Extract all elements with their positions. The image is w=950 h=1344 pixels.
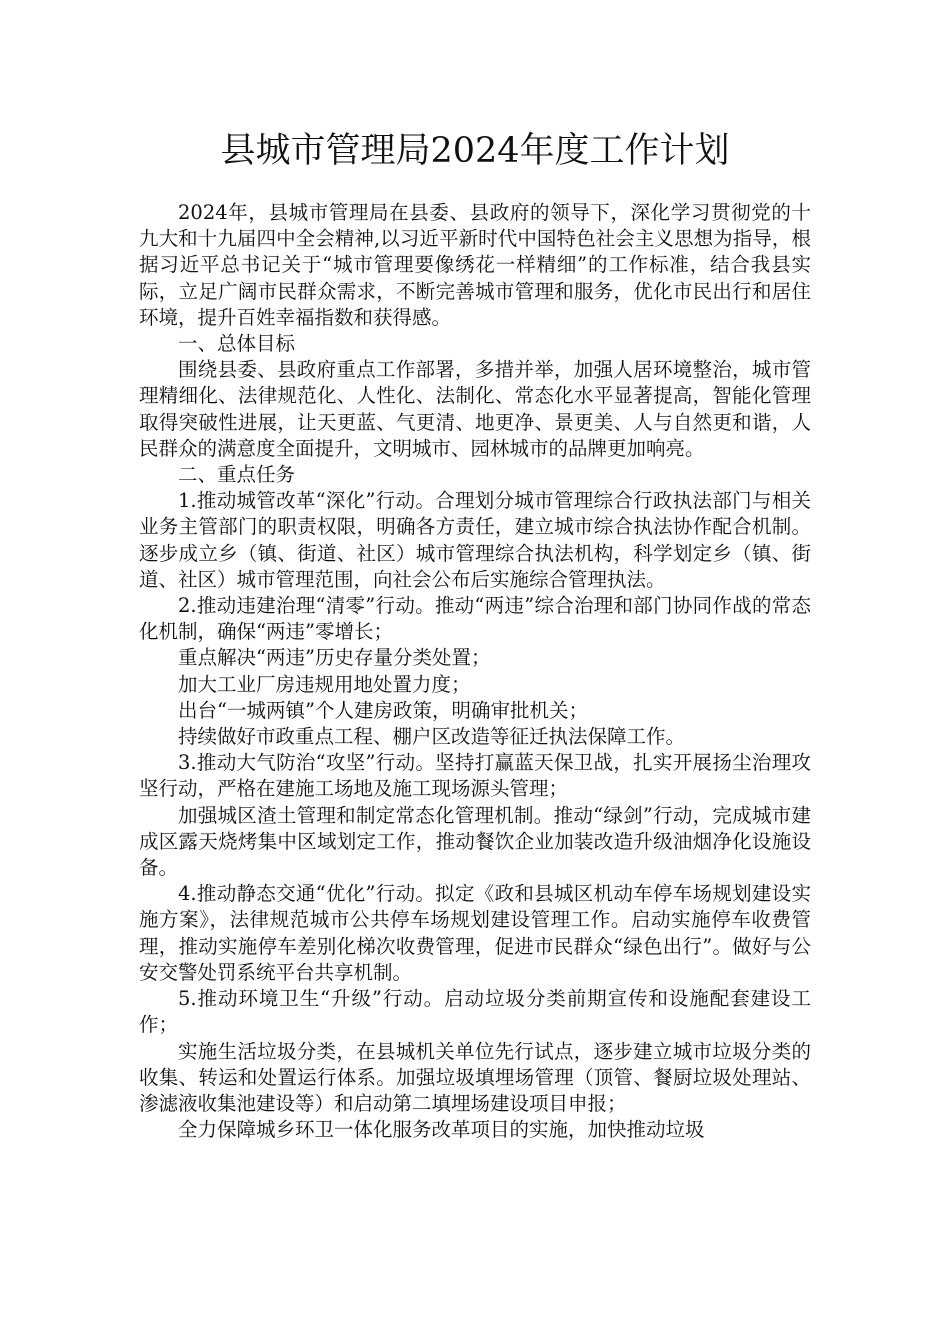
section-heading-overall-goal: 一、总体目标 [178, 332, 296, 356]
task-3-item: 加强城区渣土管理和制定常态化管理机制。推动“绿剑”行动，完成城市建成区露天烧烤集中区域划定工作，推动餐饮企业加装改造升级油烟净化设施设备。 [139, 803, 811, 880]
section-heading-key-tasks: 二、重点任务 [178, 463, 296, 487]
task-2-item: 持续做好市政重点工程、棚户区改造等征迁执法保障工作。 [178, 725, 686, 749]
task-5-item: 全力保障城乡环卫一体化服务改革项目的实施，加快推动垃圾 [178, 1118, 705, 1142]
task-3-paragraph: 3.推动大气防治“攻坚”行动。坚持打赢蓝天保卫战，扎实开展扬尘治理攻坚行动，严格在建施工场地及施工现场源头管理； [139, 751, 811, 801]
task-2-item: 出台“一城两镇”个人建房政策，明确审批机关； [178, 698, 588, 722]
overall-goal-paragraph: 围绕县委、县政府重点工作部署，多措并举，加强人居环境整治，城市管理精细化、法律规范化、人性化、法制化、常态化水平显著提高，智能化管理取得突破性进展，让天更蓝、气更清、地更净、景更美、人与自然更和谐，人民群众的满意度全面提升，文明城市、园林城市的品牌更加响亮。 [139, 358, 811, 460]
task-5-item: 实施生活垃圾分类，在县城机关单位先行试点，逐步建立城市垃圾分类的收集、转运和处置运行体系。加强垃圾填埋场管理（顶管、餐厨垃圾处理站、渗滤液收集池建设等）和启动第二填埋场建设项目申报； [139, 1039, 811, 1115]
task-1-paragraph: 1.推动城管改革“深化”行动。合理划分城市管理综合行政执法部门与相关业务主管部门的职责权限，明确各方责任，建立城市综合执法协作配合机制。逐步成立乡（镇、街道、社区）城市管理综合执法机构，科学划定乡（镇、街道、社区）城市管理范围，向社会公布后实施综合管理执法。 [139, 489, 811, 591]
document-body [139, 200, 811, 1143]
task-2-item: 重点解决“两违”历史存量分类处置； [178, 646, 491, 670]
intro-paragraph: 2024年，县城市管理局在县委、县政府的领导下，深化学习贯彻党的十九大和十九届四中全会精神,以习近平新时代中国特色社会主义思想为指导，根据习近平总书记关于“城市管理要像绣花一样精细”的工作标准，结合我县实际，立足广阔市民群众需求，不断完善城市管理和服务，优化市民出行和居住环境，提升百姓幸福指数和获得感。 [139, 201, 811, 329]
task-4-paragraph: 4.推动静态交通“优化”行动。拟定《政和县城区机动车停车场规划建设实施方案》，法律规范城市公共停车场规划建设管理工作。启动实施停车收费管理，推动实施停车差别化梯次收费管理，促进市民群众“绿色出行”。做好与公安交警处罚系统平台共享机制。 [139, 882, 811, 984]
task-2-item: 加大工业厂房违规用地处置力度； [178, 672, 471, 696]
document-title: 县城市管理局2024年度工作计划 [220, 131, 730, 171]
task-2-paragraph: 2.推动违建治理“清零”行动。推动“两违”综合治理和部门协同作战的常态化机制，确保“两违”零增长； [139, 594, 811, 644]
task-5-paragraph: 5.推动环境卫生“升级”行动。启动垃圾分类前期宣传和设施配套建设工作； [139, 987, 811, 1037]
